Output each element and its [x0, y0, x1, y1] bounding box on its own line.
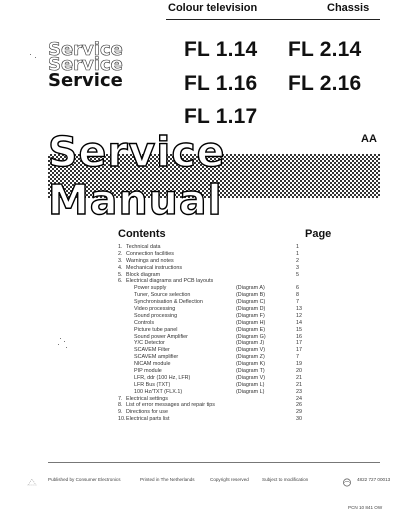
toc-page: 21: [296, 381, 302, 388]
toc-number: [118, 285, 126, 292]
toc-number: [118, 361, 126, 368]
toc-number: 6.: [118, 278, 123, 285]
toc-number: [118, 334, 126, 341]
toc-label: Electrical parts list: [126, 416, 170, 423]
footer-part-number: PCN 10 841 OW: [348, 505, 383, 510]
toc-number: 1.: [118, 244, 123, 250]
toc-page: 21: [296, 374, 302, 381]
toc-label: Sound processing: [134, 312, 178, 319]
toc-label: Block diagram: [126, 271, 161, 278]
toc-row: [118, 265, 336, 272]
footer-printed: Printed in The Netherlands: [140, 477, 195, 482]
toc-diagram: [236, 265, 296, 272]
toc-row: [118, 361, 336, 368]
toc-row: [118, 313, 336, 320]
toc-number: 10.: [118, 416, 126, 423]
toc-label: LFR, ddr (100 Hz, LFR): [134, 374, 191, 381]
toc-page: 19: [296, 361, 302, 368]
toc-page: 30: [296, 416, 302, 423]
toc-label: List of error messages and repair tips: [126, 402, 215, 409]
toc-number: [118, 306, 126, 313]
toc-number: [118, 327, 126, 334]
scan-speck: [64, 341, 65, 342]
toc-diagram: (Diagram L): [236, 388, 265, 395]
toc-page: 29: [296, 409, 302, 416]
toc-page: [296, 278, 324, 285]
toc-number: [118, 320, 126, 327]
toc-number: 4.: [118, 264, 123, 271]
toc-row: [118, 278, 336, 285]
toc-label: 100 Hz/TXT (FLX.1): [134, 388, 183, 395]
toc-label: Connection facilities: [126, 250, 174, 257]
banner-title: Service Manual: [48, 128, 226, 224]
footer-rule: [48, 462, 380, 463]
table-of-contents: [118, 244, 336, 423]
toc-number: 9.: [118, 409, 123, 416]
toc-diagram: (Diagram F): [236, 312, 265, 319]
toc-page: 24: [296, 395, 302, 402]
toc-diagram: [236, 416, 296, 423]
service-logo-line-2: Service: [48, 54, 123, 75]
toc-diagram: [236, 244, 296, 251]
toc-label: LFR Bus (TXT): [134, 381, 171, 388]
toc-diagram: (Diagram L): [236, 381, 265, 388]
toc-label: Sound power Amplifier: [134, 333, 188, 340]
toc-diagram: (Diagram D): [236, 306, 266, 313]
toc-diagram: (Diagram H): [236, 319, 266, 326]
toc-number: [118, 382, 126, 389]
toc-diagram: (Diagram V): [236, 374, 266, 381]
toc-row: [118, 382, 336, 389]
toc-page: 16: [296, 333, 302, 340]
toc-diagram: (Diagram K): [236, 361, 266, 368]
toc-row: [118, 334, 336, 341]
toc-diagram: [236, 251, 296, 258]
toc-row: [118, 306, 336, 313]
toc-row: [118, 389, 336, 396]
toc-number: 5.: [118, 271, 123, 278]
toc-page: 13: [296, 306, 302, 313]
toc-row: [118, 251, 336, 258]
toc-number: [118, 347, 126, 354]
toc-label: Video processing: [134, 306, 176, 313]
model-fl-117: FL 1.17: [184, 105, 258, 128]
scan-speck: [58, 344, 59, 345]
philips-logo-icon: [340, 474, 354, 483]
toc-label: NICAM module: [134, 361, 171, 368]
toc-diagram: (Diagram Z): [236, 354, 265, 361]
footer-publisher: Published by Consumer Electronics: [48, 477, 121, 482]
toc-row: [118, 402, 336, 409]
recycle-mark: [26, 474, 40, 484]
scan-speck: [30, 54, 31, 55]
toc-row: [118, 299, 336, 306]
toc-page: 20: [296, 368, 302, 375]
toc-row: [118, 416, 336, 423]
service-logo-line-1: Service: [48, 39, 123, 60]
toc-label: Warnings and notes: [126, 257, 174, 264]
toc-page: 7: [296, 354, 299, 361]
toc-number: [118, 389, 126, 396]
toc-label: Power supply: [134, 285, 167, 292]
toc-diagram: (Diagram E): [236, 326, 266, 333]
toc-page: 2: [296, 257, 299, 264]
toc-row: [118, 396, 336, 403]
toc-diagram: [236, 258, 296, 265]
toc-page: 17: [296, 347, 302, 354]
toc-page: 15: [296, 326, 302, 333]
toc-diagram: (Diagram A): [236, 285, 265, 292]
toc-number: [118, 313, 126, 320]
toc-number: [118, 299, 126, 306]
toc-page: 14: [296, 319, 302, 326]
toc-diagram: [236, 272, 296, 279]
toc-page: 1: [296, 250, 299, 257]
toc-diagram: (Diagram J): [236, 340, 265, 347]
model-fl-116: FL 1.16: [184, 72, 258, 95]
toc-number: [118, 354, 126, 361]
toc-row: [118, 368, 336, 375]
toc-number: 2.: [118, 250, 123, 257]
variant-code: AA: [361, 133, 377, 145]
page-column-header: Page: [305, 228, 332, 240]
footer-doc-code: 4822 727 00013: [357, 477, 391, 482]
toc-page: 12: [296, 312, 302, 319]
toc-number: [118, 375, 126, 382]
toc-label: Synchronisation & Deflection: [134, 299, 203, 306]
toc-row: [118, 375, 336, 382]
toc-row: [118, 285, 336, 292]
toc-page: 6: [296, 285, 299, 292]
toc-label: Controls: [134, 319, 155, 326]
toc-diagram: (Diagram T): [236, 368, 265, 375]
toc-diagram: (Diagram G): [236, 333, 266, 340]
model-fl-114: FL 1.14: [184, 38, 258, 61]
toc-label: Mechanical instructions: [126, 264, 183, 271]
toc-page: 17: [296, 340, 302, 347]
model-fl-216: FL 2.16: [288, 72, 362, 95]
toc-row: [118, 258, 336, 265]
contents-title: Contents: [118, 228, 166, 240]
toc-label: SCAVEM Filter: [134, 347, 170, 354]
toc-page: 8: [296, 292, 299, 299]
toc-number: [118, 292, 126, 299]
toc-label: Technical data: [126, 244, 161, 250]
toc-row: [118, 327, 336, 334]
footer-subject: Subject to modification: [262, 477, 309, 482]
document-category: Colour television: [168, 2, 258, 14]
toc-label: SCAVEM amplifier: [134, 354, 179, 361]
toc-page: 1: [296, 244, 299, 250]
toc-page: 7: [296, 299, 299, 306]
toc-diagram: [236, 278, 296, 285]
toc-row: [118, 347, 336, 354]
footer-copyright: Copyright reserved: [210, 477, 249, 482]
toc-row: [118, 272, 336, 279]
toc-page: 5: [296, 271, 299, 278]
toc-label: Y/C Detector: [134, 340, 165, 347]
chassis-label: Chassis: [327, 2, 370, 14]
toc-diagram: (Diagram C): [236, 299, 266, 306]
toc-row: [118, 292, 336, 299]
toc-label: Directions for use: [126, 409, 168, 416]
model-fl-214: FL 2.14: [288, 38, 362, 61]
service-logo: [48, 39, 123, 91]
toc-label: PIP module: [134, 368, 162, 375]
scan-speck: [35, 57, 36, 58]
toc-page: 3: [296, 264, 299, 271]
toc-page: 26: [296, 402, 302, 409]
toc-label: Tuner, Source selection: [134, 292, 191, 299]
toc-number: 3.: [118, 257, 123, 264]
toc-page: 23: [296, 388, 302, 395]
toc-number: 8.: [118, 402, 123, 409]
toc-diagram: [236, 402, 296, 409]
toc-diagram: (Diagram V): [236, 347, 266, 354]
toc-number: [118, 368, 126, 375]
toc-row: [118, 409, 336, 416]
toc-diagram: [236, 396, 296, 403]
toc-row: [118, 340, 336, 347]
toc-diagram: (Diagram B): [236, 292, 266, 299]
toc-number: [118, 340, 126, 347]
toc-row: [118, 320, 336, 327]
scan-speck: [60, 338, 61, 339]
scan-speck: [66, 347, 67, 348]
toc-diagram: [236, 409, 296, 416]
toc-label: Picture tube panel: [134, 326, 178, 333]
toc-label: Electrical diagrams and PCB layouts: [126, 278, 214, 285]
toc-row: [118, 244, 336, 251]
toc-number: 7.: [118, 395, 123, 402]
toc-row: [118, 354, 336, 361]
toc-label: Electrical settings: [126, 395, 168, 402]
service-logo-line-3: Service: [48, 70, 123, 91]
header-rule: [166, 19, 380, 20]
